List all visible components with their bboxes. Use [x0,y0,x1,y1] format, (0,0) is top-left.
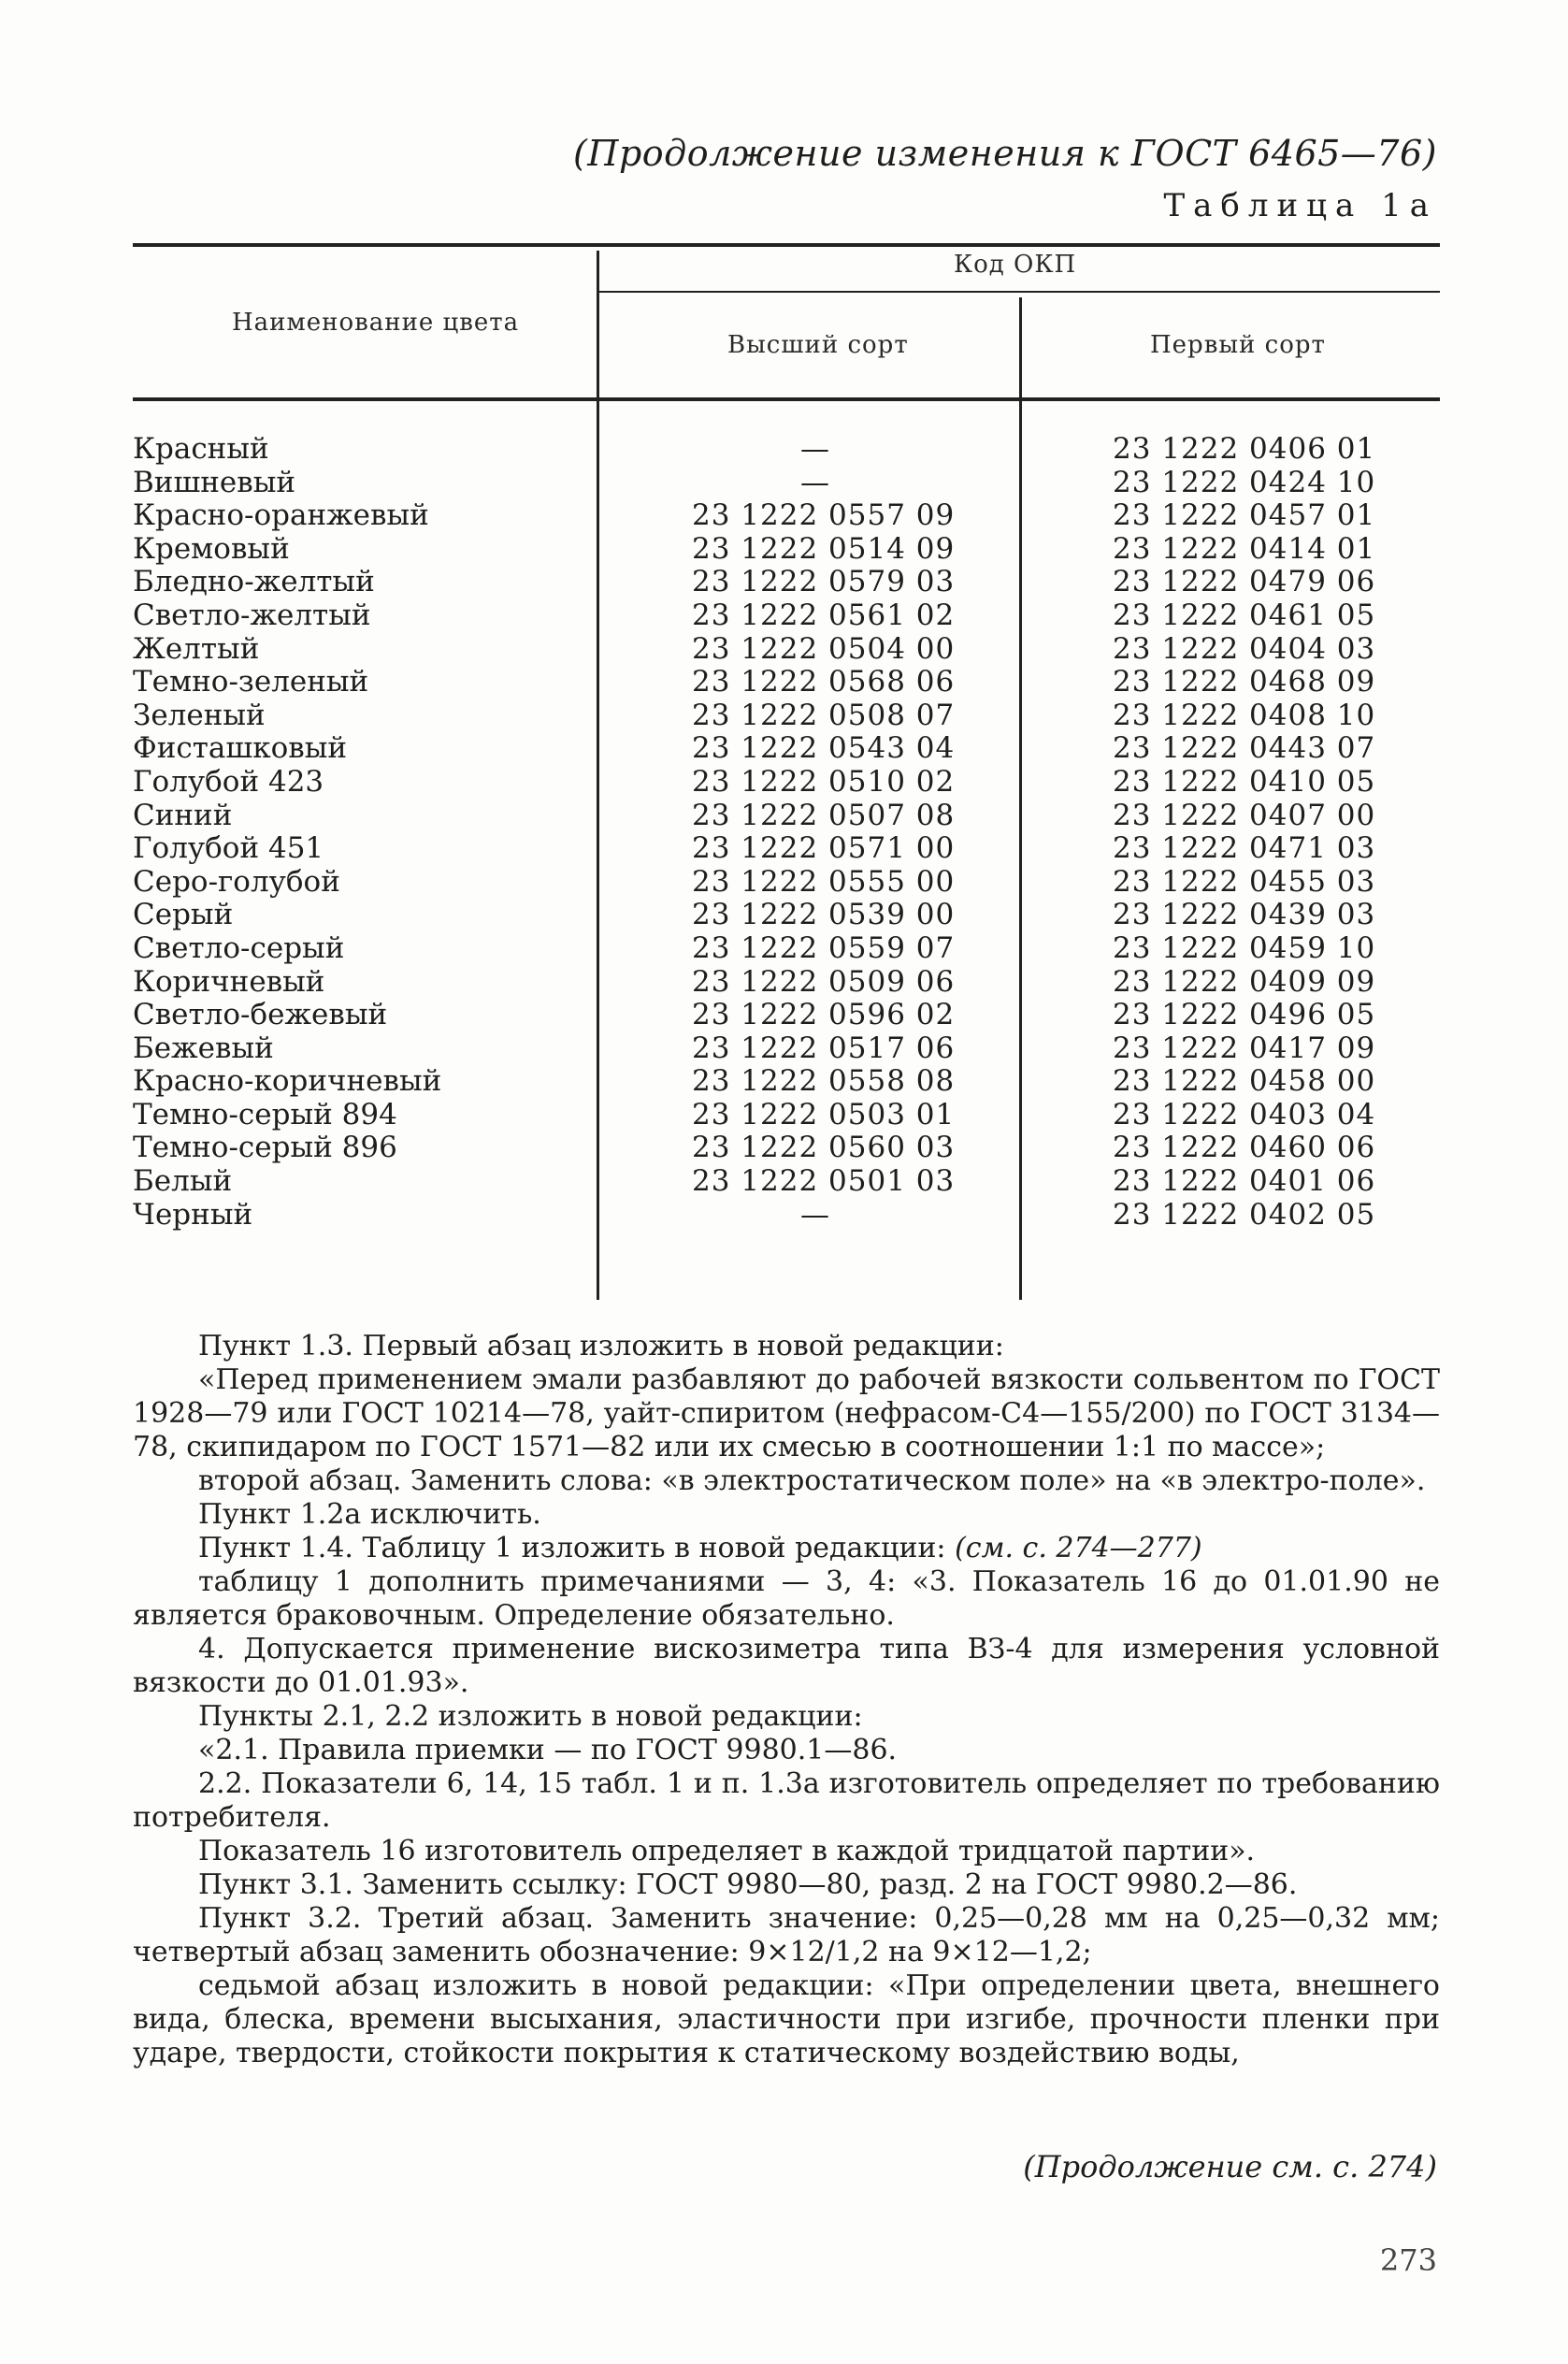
code-highest-grade: 23 1222 0543 04 [692,731,956,766]
table-row [133,533,1442,567]
table-row [133,699,1442,733]
color-name: Светло-бежевый [133,998,388,1032]
code-first-grade: 23 1222 0468 09 [1113,665,1376,699]
table-row [133,467,1442,500]
paragraph: Пункт 1.2а исключить. [198,1498,541,1531]
table-row [133,1165,1442,1199]
col-header-first: Первый сорт [1150,331,1326,359]
color-name: Серо-голубой [133,864,340,899]
code-highest-grade: 23 1222 0514 09 [692,531,956,566]
code-first-grade: 23 1222 0414 01 [1113,531,1376,566]
code-highest-grade: 23 1222 0557 09 [692,498,956,533]
code-first-grade: 23 1222 0417 09 [1113,1031,1376,1065]
paragraph-text: Пункт 1.4. Таблицу 1 изложить в новой редакции: [198,1532,956,1564]
paragraph: «2.1. Правила приемки — по ГОСТ 9980.1—86. [198,1734,898,1766]
color-name: Красно-коричневый [133,1064,442,1099]
color-name: Темно-зеленый [133,665,369,699]
code-first-grade: 23 1222 0496 05 [1113,998,1376,1032]
code-highest-grade: 23 1222 0508 07 [692,698,956,732]
color-name: Светло-серый [133,930,345,965]
color-name: Вишневый [133,465,296,499]
code-first-grade: 23 1222 0459 10 [1113,930,1376,965]
table-body [133,433,1442,1232]
code-highest-grade: 23 1222 0571 00 [692,831,956,866]
code-highest-grade: 23 1222 0561 02 [692,598,956,632]
body-text [133,1330,1440,2070]
color-name: Голубой 451 [133,831,324,866]
color-name: Темно-серый 896 [133,1131,397,1165]
table-row [133,766,1442,800]
paragraph: Пункт 1.3. Первый абзац изложить в новой редакции: [198,1330,1004,1362]
table-row [133,633,1442,667]
table-row [133,1132,1442,1165]
code-first-grade: 23 1222 0443 07 [1113,731,1376,766]
code-highest-grade: 23 1222 0539 00 [692,898,956,932]
paragraph: Пункт 3.1. Заменить ссылку: ГОСТ 9980—80, разд. 2 на ГОСТ 9980.2—86. [198,1868,1298,1901]
code-first-grade: 23 1222 0404 03 [1113,631,1376,666]
table-row [133,732,1442,766]
code-first-grade: 23 1222 0479 06 [1113,565,1376,599]
header-continuation: (Продолжение изменения к ГОСТ 6465—76) [572,133,1437,174]
code-highest-grade: 23 1222 0555 00 [692,864,956,899]
color-name: Голубой 423 [133,764,324,799]
code-highest-grade: — [800,465,830,499]
color-name: Синий [133,798,233,832]
table-row [133,599,1442,633]
code-first-grade: 23 1222 0409 09 [1113,964,1376,999]
color-name: Черный [133,1197,253,1232]
table-row [133,1099,1442,1132]
code-first-grade: 23 1222 0458 00 [1113,1064,1376,1099]
code-first-grade: 23 1222 0406 01 [1113,432,1376,466]
code-first-grade: 23 1222 0471 03 [1113,831,1376,866]
color-name: Белый [133,1164,233,1199]
code-highest-grade: — [800,432,830,466]
code-highest-grade: 23 1222 0579 03 [692,565,956,599]
code-first-grade: 23 1222 0424 10 [1113,465,1376,499]
paragraph: «Перед применением эмали разбавляют до рабочей вязкости сольвентом по ГОСТ 1928—79 или ГОСТ 10214—78, уайт-спиритом (нефрасом-С4—155/200) по ГОСТ 3134—78, скипидаром по ГОСТ 1571—82 или их смесью в соотношении 1:1 по массе»; [133,1363,1440,1463]
page-reference: (см. с. 274—277) [955,1532,1202,1564]
table-row [133,1032,1442,1066]
code-first-grade: 23 1222 0460 06 [1113,1131,1376,1165]
table-row [133,866,1442,900]
paragraph: 4. Допускается применение вискозиметра типа ВЗ-4 для измерения условной вязкости до 01.01.93». [133,1633,1440,1699]
code-first-grade: 23 1222 0401 06 [1113,1164,1376,1199]
code-highest-grade: 23 1222 0568 06 [692,665,956,699]
code-highest-grade: 23 1222 0559 07 [692,930,956,965]
code-highest-grade: 23 1222 0517 06 [692,1031,956,1065]
color-name: Серый [133,898,234,932]
color-name: Фисташковый [133,731,348,766]
code-highest-grade: 23 1222 0596 02 [692,998,956,1032]
paragraph: 2.2. Показатели 6, 14, 15 табл. 1 и п. 1.3а изготовитель определяет по требованию потребителя. [133,1767,1440,1834]
table-row [133,966,1442,1000]
paragraph: Пункты 2.1, 2.2 изложить в новой редакции: [198,1700,863,1733]
color-name: Коричневый [133,964,325,999]
code-first-grade: 23 1222 0402 05 [1113,1197,1376,1232]
paragraph: таблицу 1 дополнить примечаниями — 3, 4: «3. Показатель 16 до 01.01.90 не является браковочным. Определение обязательно. [133,1565,1440,1632]
group-divider-rule [598,291,1440,293]
page-number: 273 [1379,2242,1437,2278]
color-name: Зеленый [133,698,266,732]
code-highest-grade: 23 1222 0501 03 [692,1164,956,1199]
color-name: Бежевый [133,1031,274,1065]
paragraph: второй абзац. Заменить слова: «в электростатическом поле» на «в электро-поле». [198,1464,1426,1497]
code-highest-grade: 23 1222 0560 03 [692,1131,956,1165]
table-row [133,666,1442,699]
code-first-grade: 23 1222 0407 00 [1113,798,1376,832]
code-first-grade: 23 1222 0455 03 [1113,864,1376,899]
table-header-bottom-rule [133,397,1440,401]
code-highest-grade: 23 1222 0504 00 [692,631,956,666]
code-first-grade: 23 1222 0457 01 [1113,498,1376,533]
table-row [133,899,1442,932]
table-row [133,433,1442,467]
table-row [133,800,1442,833]
color-name: Красно-оранжевый [133,498,429,533]
color-name: Кремовый [133,531,290,566]
table-row [133,566,1442,599]
table-row [133,932,1442,966]
col-header-highest: Высший сорт [727,331,909,359]
paragraph: Пункт 3.2. Третий абзац. Заменить значение: 0,25—0,28 мм на 0,25—0,32 мм; четвертый абзац заменить обозначение: 9×12/1,2 на 9×12—1,2; [133,1902,1440,1968]
col-header-group: Код ОКП [954,251,1077,279]
code-highest-grade: 23 1222 0509 06 [692,964,956,999]
code-highest-grade: 23 1222 0510 02 [692,764,956,799]
code-highest-grade: 23 1222 0503 01 [692,1097,956,1132]
color-name: Желтый [133,631,260,666]
table-top-rule [133,243,1440,247]
paragraph: Показатель 16 изготовитель определяет в каждой тридцатой партии». [198,1835,1256,1867]
code-highest-grade: — [800,1197,830,1232]
code-first-grade: 23 1222 0410 05 [1113,764,1376,799]
paragraph: седьмой абзац изложить в новой редакции: «При определении цвета, внешнего вида, блеска, времени высыхания, эластичности при изгибе, прочности пленки при ударе, твердости, стойкости покрытия к статическому воздействию воды, [133,1969,1440,2069]
table-label: Таблица 1а [1163,187,1437,224]
table-row [133,999,1442,1032]
paragraph [133,1532,1440,1565]
table-row [133,1065,1442,1099]
color-name: Красный [133,432,269,466]
footer-continuation: (Продолжение см. с. 274) [1023,2149,1437,2184]
table-row [133,832,1442,866]
code-first-grade: 23 1222 0461 05 [1113,598,1376,632]
code-first-grade: 23 1222 0408 10 [1113,698,1376,732]
col-header-name: Наименование цвета [232,309,520,337]
color-name: Светло-желтый [133,598,371,632]
code-first-grade: 23 1222 0439 03 [1113,898,1376,932]
color-name: Темно-серый 894 [133,1097,397,1132]
table-row [133,499,1442,533]
code-first-grade: 23 1222 0403 04 [1113,1097,1376,1132]
code-highest-grade: 23 1222 0558 08 [692,1064,956,1099]
code-highest-grade: 23 1222 0507 08 [692,798,956,832]
table-row [133,1199,1442,1232]
color-name: Бледно-желтый [133,565,375,599]
